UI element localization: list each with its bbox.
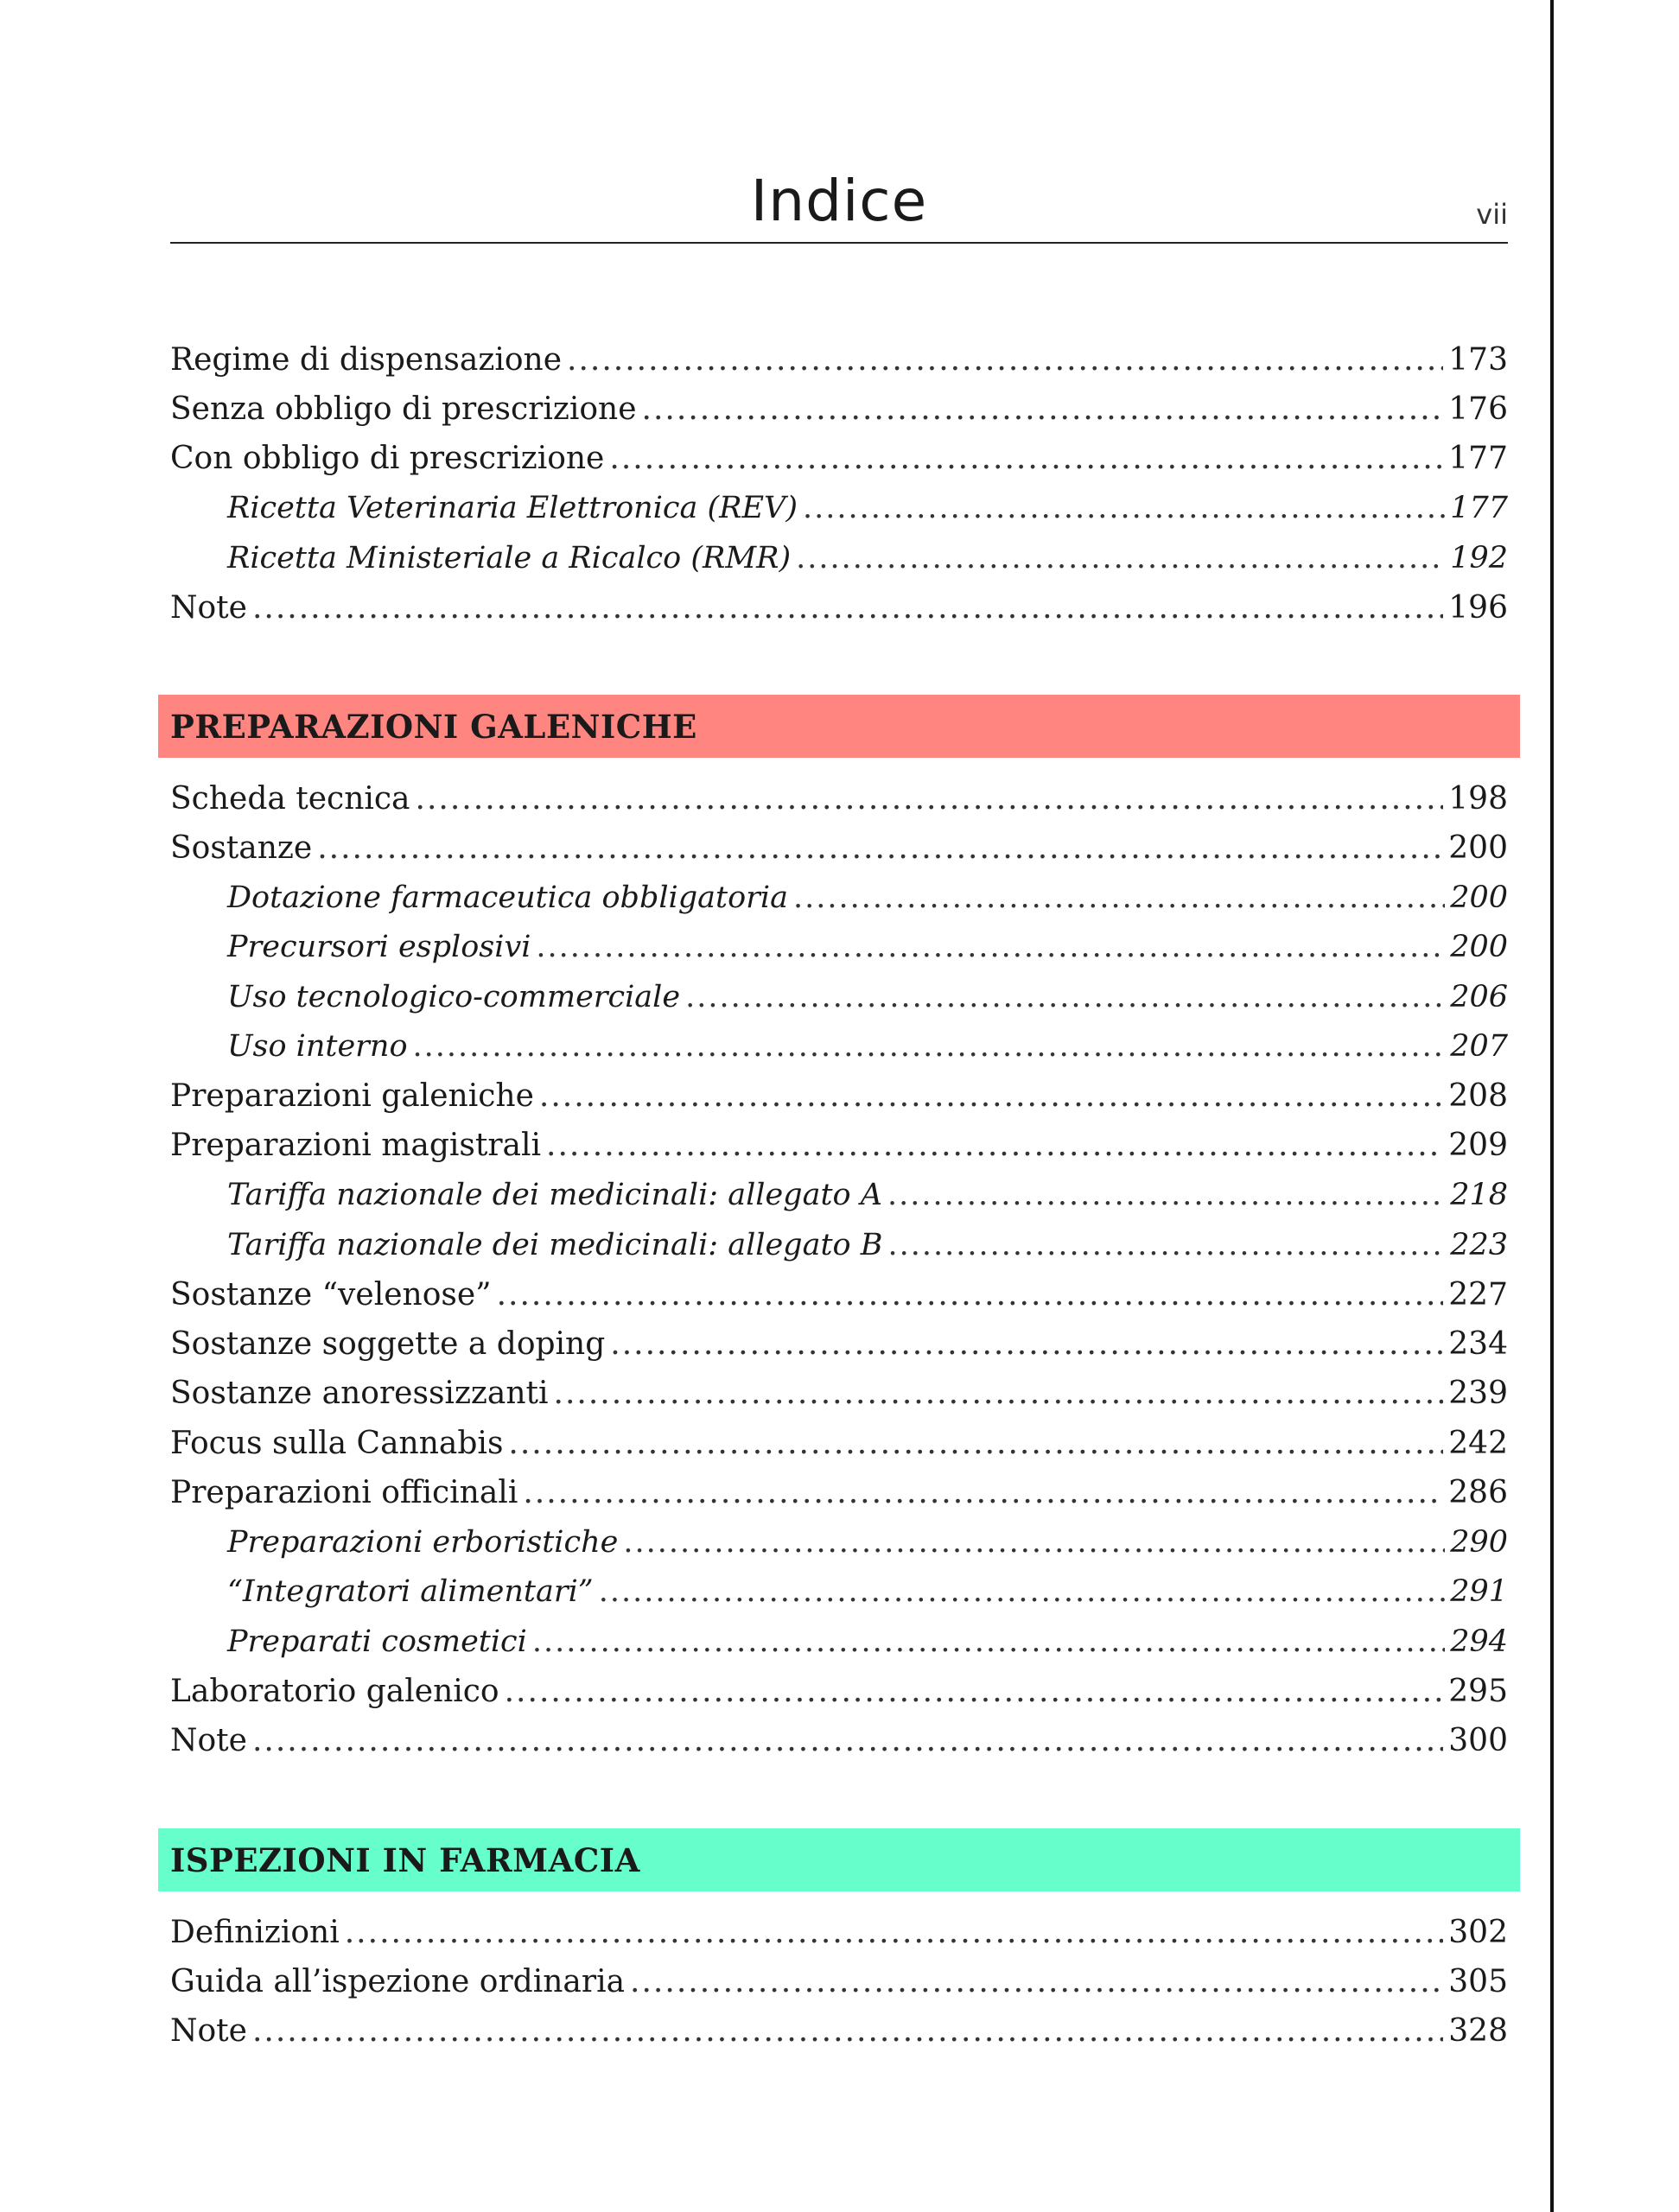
toc-entry-label: Senza obbligo di prescrizione bbox=[170, 394, 642, 425]
toc-entry-label: Precursori esplosivi bbox=[227, 932, 536, 963]
toc-entry-page: 286 bbox=[1448, 1475, 1508, 1511]
toc-entry-label: Tariffa nazionale dei medicinali: allegato B bbox=[227, 1230, 887, 1261]
toc-entry[interactable] bbox=[170, 385, 1508, 434]
dot-leader bbox=[497, 1280, 1444, 1311]
toc-entry-label: Uso interno bbox=[227, 1032, 413, 1062]
dot-leader bbox=[793, 883, 1445, 913]
toc-entry-label: Focus sulla Cannabis bbox=[170, 1428, 508, 1459]
toc-entry-label: Uso tecnologico-commerciale bbox=[227, 982, 685, 1013]
section-header-preparazioni-galeniche bbox=[158, 695, 1520, 758]
dot-leader bbox=[508, 1428, 1443, 1459]
toc-entry-page: 294 bbox=[1450, 1624, 1508, 1659]
toc-entry-label: Ricetta Veterinaria Elettronica (REV) bbox=[227, 493, 803, 524]
toc-entry-page: 173 bbox=[1448, 341, 1508, 378]
toc-entry-page: 305 bbox=[1448, 1964, 1508, 2000]
toc-entry-page: 227 bbox=[1448, 1276, 1508, 1313]
toc-entry-page: 223 bbox=[1450, 1227, 1508, 1262]
dot-leader bbox=[416, 784, 1444, 815]
toc-entry-label: Sostanze soggette a doping bbox=[170, 1329, 610, 1360]
dot-leader bbox=[630, 1967, 1443, 1998]
toc-entry[interactable] bbox=[170, 484, 1508, 533]
toc-entry-page: 200 bbox=[1448, 830, 1508, 867]
toc-entry[interactable] bbox=[170, 534, 1508, 583]
toc-entry-label: Note bbox=[170, 593, 252, 624]
page-number: vii bbox=[1476, 198, 1508, 231]
toc-entry-label: Ricetta Ministeriale a Ricalco (RMR) bbox=[227, 543, 796, 574]
dot-leader bbox=[532, 1627, 1445, 1657]
toc-entry-label: Con obbligo di prescrizione bbox=[170, 443, 609, 474]
toc-entry[interactable] bbox=[170, 1022, 1508, 1071]
dot-leader bbox=[610, 1329, 1443, 1360]
dot-leader bbox=[252, 1726, 1443, 1757]
toc-list-intro bbox=[170, 335, 1508, 632]
toc-entry-label: Tariffa nazionale dei medicinali: allegato A bbox=[227, 1180, 887, 1211]
dot-leader bbox=[623, 1528, 1445, 1558]
section-header-ispezioni-in-farmacia bbox=[158, 1828, 1520, 1891]
toc-entry[interactable] bbox=[170, 1567, 1508, 1617]
toc-entry[interactable] bbox=[170, 1618, 1508, 1667]
toc-entry[interactable] bbox=[170, 1071, 1508, 1121]
dot-leader bbox=[685, 982, 1445, 1013]
toc-entry[interactable] bbox=[170, 435, 1508, 484]
toc-entry-page: 295 bbox=[1448, 1673, 1508, 1709]
dot-leader bbox=[567, 345, 1443, 376]
toc-entry-page: 328 bbox=[1448, 2013, 1508, 2050]
toc-entry-label: Preparazioni magistrali bbox=[170, 1130, 546, 1161]
toc-entry[interactable] bbox=[170, 1957, 1508, 2006]
section-title: ISPEZIONI IN FARMACIA bbox=[170, 1840, 640, 1879]
dot-leader bbox=[252, 593, 1443, 624]
toc-entry-page: 200 bbox=[1450, 880, 1508, 915]
toc-entry[interactable] bbox=[170, 1908, 1508, 1957]
toc-entry[interactable] bbox=[170, 1370, 1508, 1419]
toc-entry[interactable] bbox=[170, 1171, 1508, 1220]
dot-leader bbox=[505, 1676, 1444, 1707]
toc-entry[interactable] bbox=[170, 2007, 1508, 2056]
dot-leader bbox=[609, 443, 1443, 474]
toc-entry[interactable] bbox=[170, 1468, 1508, 1517]
toc-entry[interactable] bbox=[170, 973, 1508, 1022]
dot-leader bbox=[642, 394, 1444, 425]
page-title: Indice bbox=[750, 168, 928, 234]
toc-entry-label: Guida all’ispezione ordinaria bbox=[170, 1967, 630, 1998]
toc-entry[interactable] bbox=[170, 823, 1508, 873]
toc-entry[interactable] bbox=[170, 1319, 1508, 1369]
dot-leader bbox=[536, 932, 1445, 963]
dot-leader bbox=[599, 1577, 1446, 1607]
toc-entry-page: 290 bbox=[1450, 1525, 1508, 1560]
toc-entry-page: 196 bbox=[1448, 589, 1508, 626]
dot-leader bbox=[317, 833, 1443, 864]
page-edge-line bbox=[1550, 0, 1554, 2212]
dot-leader bbox=[252, 2016, 1443, 2047]
toc-list-ispezioni-in-farmacia bbox=[170, 1908, 1508, 2056]
toc-entry-page: 192 bbox=[1450, 540, 1508, 575]
dot-leader bbox=[554, 1378, 1444, 1409]
toc-entry-label: Laboratorio galenico bbox=[170, 1676, 505, 1707]
toc-entry-page: 200 bbox=[1450, 930, 1508, 965]
dot-leader bbox=[796, 543, 1445, 574]
toc-entry-page: 234 bbox=[1448, 1325, 1508, 1362]
toc-entry-label: Sostanze anoressizzanti bbox=[170, 1378, 554, 1409]
dot-leader bbox=[539, 1081, 1443, 1112]
toc-entry-label: Scheda tecnica bbox=[170, 784, 416, 815]
toc-entry[interactable] bbox=[170, 923, 1508, 972]
toc-entry-label: Sostanze bbox=[170, 833, 317, 864]
toc-entry-label: Note bbox=[170, 2016, 252, 2047]
toc-entry-page: 198 bbox=[1448, 780, 1508, 817]
toc-entry-label: Dotazione farmaceutica obbligatoria bbox=[227, 883, 793, 913]
dot-leader bbox=[887, 1230, 1445, 1261]
dot-leader bbox=[345, 1917, 1444, 1948]
toc-entry-label: Sostanze “velenose” bbox=[170, 1280, 497, 1311]
toc-entry-page: 177 bbox=[1450, 491, 1508, 526]
section-title: PREPARAZIONI GALENICHE bbox=[170, 707, 697, 746]
toc-entry-label: Regime di dispensazione bbox=[170, 345, 567, 376]
toc-entry[interactable] bbox=[170, 874, 1508, 923]
toc-entry-page: 300 bbox=[1448, 1723, 1508, 1759]
toc-entry[interactable] bbox=[170, 583, 1508, 632]
toc-entry-page: 208 bbox=[1448, 1078, 1508, 1115]
toc-entry-page: 209 bbox=[1448, 1128, 1508, 1164]
toc-entry-page: 177 bbox=[1448, 441, 1508, 477]
toc-entry[interactable] bbox=[170, 1716, 1508, 1765]
toc-entry-label: Preparazioni officinali bbox=[170, 1478, 523, 1509]
toc-entry[interactable] bbox=[170, 1221, 1508, 1270]
toc-entry-page: 218 bbox=[1450, 1178, 1508, 1213]
toc-entry[interactable] bbox=[170, 1518, 1508, 1567]
toc-entry-label: Preparazioni erboristiche bbox=[227, 1528, 623, 1558]
toc-entry-page: 302 bbox=[1448, 1914, 1508, 1950]
toc-entry[interactable] bbox=[170, 1122, 1508, 1171]
dot-leader bbox=[546, 1130, 1443, 1161]
toc-entry-label: Preparazioni galeniche bbox=[170, 1081, 539, 1112]
toc-entry-page: 206 bbox=[1450, 979, 1508, 1014]
page-header bbox=[170, 156, 1508, 244]
toc-entry-label: “Integratori alimentari” bbox=[227, 1577, 599, 1607]
toc-entry-label: Preparati cosmetici bbox=[227, 1627, 532, 1657]
toc-entry-label: Definizioni bbox=[170, 1917, 345, 1948]
toc-entry[interactable] bbox=[170, 1667, 1508, 1716]
toc-entry[interactable] bbox=[170, 335, 1508, 385]
toc-list-preparazioni-galeniche bbox=[170, 774, 1508, 1766]
dot-leader bbox=[803, 493, 1445, 524]
toc-entry-page: 176 bbox=[1448, 391, 1508, 428]
dot-leader bbox=[523, 1478, 1443, 1509]
toc-entry-page: 239 bbox=[1448, 1376, 1508, 1412]
toc-entry[interactable] bbox=[170, 1270, 1508, 1319]
dot-leader bbox=[887, 1180, 1445, 1211]
toc-entry-page: 207 bbox=[1450, 1029, 1508, 1065]
toc-entry[interactable] bbox=[170, 1419, 1508, 1468]
toc-entry-label: Note bbox=[170, 1726, 252, 1757]
toc-entry-page: 291 bbox=[1450, 1574, 1508, 1610]
toc-entry[interactable] bbox=[170, 774, 1508, 823]
toc-entry-page: 242 bbox=[1448, 1425, 1508, 1461]
dot-leader bbox=[413, 1032, 1446, 1062]
